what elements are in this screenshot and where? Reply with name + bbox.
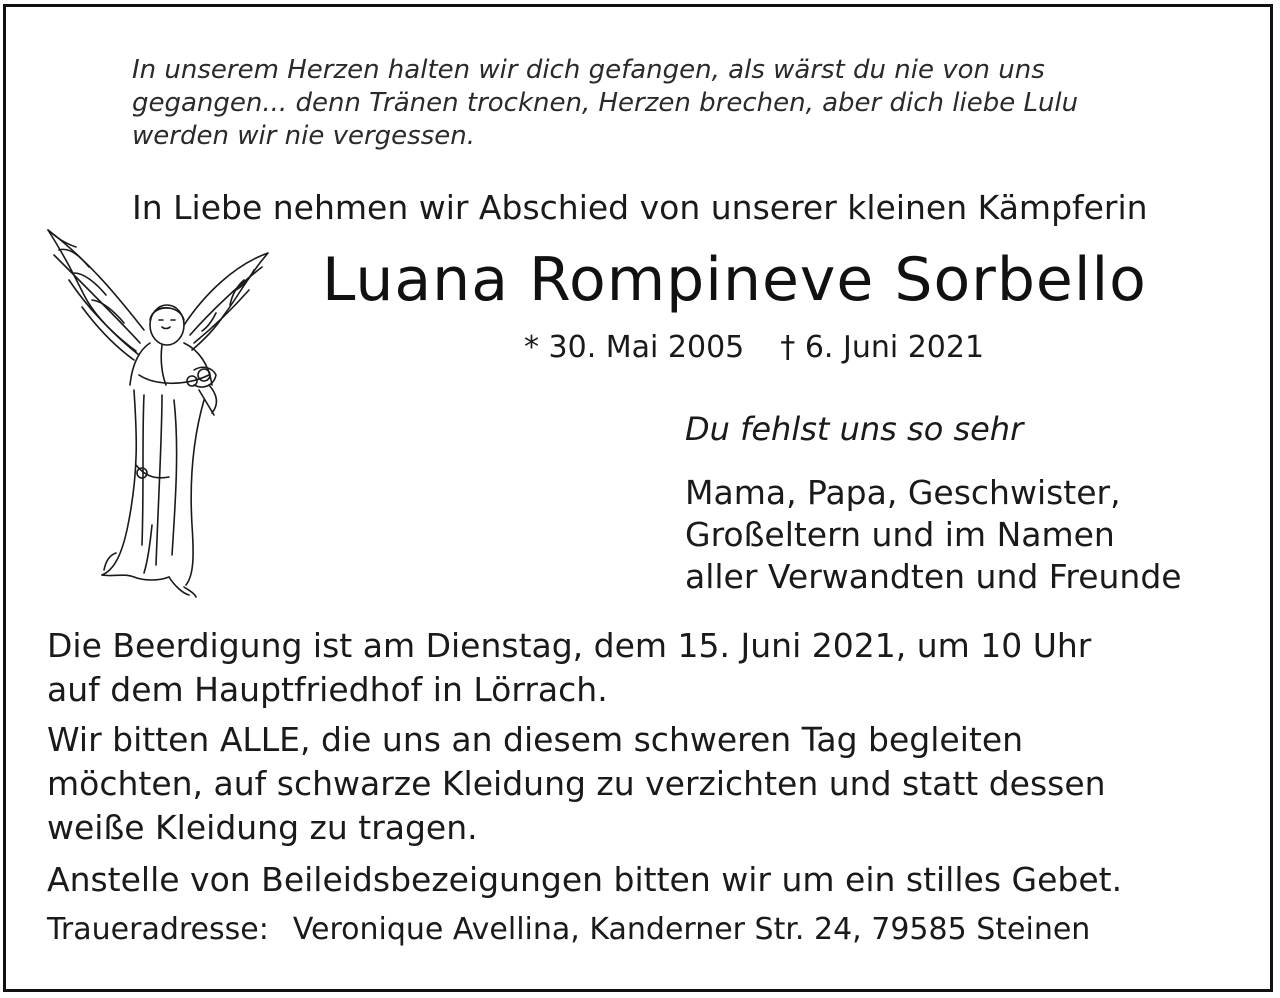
mourning-address <box>47 912 1090 947</box>
mourners-line: Großeltern und im Namen <box>685 515 1115 554</box>
address-value: Veronique Avellina, Kanderner Str. 24, 79585 Steinen <box>292 912 1091 947</box>
request-line: Wir bitten ALLE, die uns an diesem schweren Tag begleiten <box>47 720 1024 759</box>
memorial-quote <box>132 54 1078 153</box>
prayer-paragraph <box>47 858 1122 902</box>
quote-line: werden wir nie vergessen. <box>132 121 476 151</box>
mourners-line: aller Verwandten und Freunde <box>685 557 1182 596</box>
life-dates <box>524 330 984 365</box>
mourners-line: Mama, Papa, Geschwister, <box>685 473 1121 512</box>
funeral-line: auf dem Hauptfriedhof in Lörrach. <box>47 670 608 709</box>
angel-icon <box>44 225 272 600</box>
funeral-line: Die Beerdigung ist am Dienstag, dem 15. Juni 2021, um 10 Uhr <box>47 626 1092 665</box>
funeral-paragraph <box>47 624 1091 712</box>
mourners-block <box>685 472 1182 598</box>
dress-request-paragraph <box>47 718 1106 850</box>
quote-line: In unserem Herzen halten wir dich gefangen, als wärst du nie von uns <box>132 55 1045 85</box>
quote-line: gegangen... denn Tränen trocknen, Herzen brechen, aber dich liebe Lulu <box>132 88 1079 118</box>
prayer-line: Anstelle von Beileidsbezeigungen bitten wir um ein stilles Gebet. <box>47 860 1123 899</box>
deceased-name: Luana Rompineve Sorbello <box>322 245 1147 315</box>
address-label: Traueradresse: <box>47 912 269 947</box>
request-line: möchten, auf schwarze Kleidung zu verzichten und statt dessen <box>47 764 1106 803</box>
farewell-intro: In Liebe nehmen wir Abschied von unserer kleinen Kämpferin <box>132 188 1148 227</box>
death-date: † 6. Juni 2021 <box>780 330 985 365</box>
request-line: weiße Kleidung zu tragen. <box>47 808 478 847</box>
birth-date: * 30. Mai 2005 <box>524 330 745 365</box>
miss-you-line: Du fehlst uns so sehr <box>685 410 1024 448</box>
